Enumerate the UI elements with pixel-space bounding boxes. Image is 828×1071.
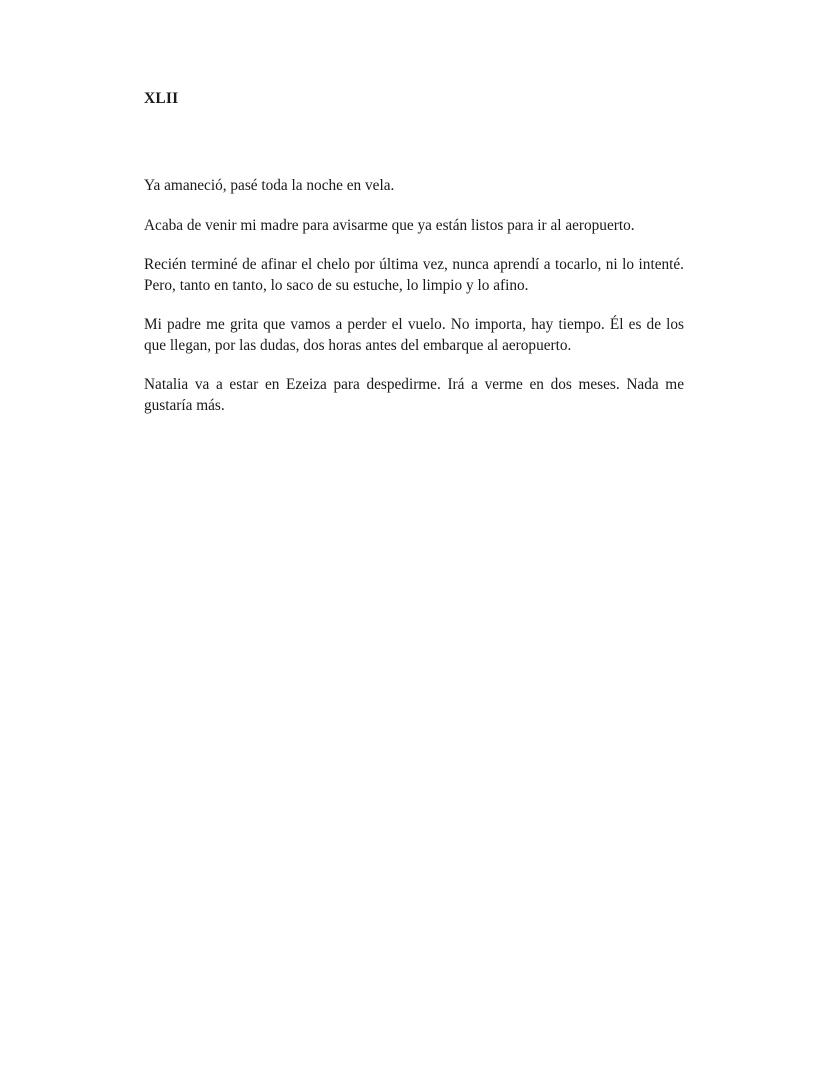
paragraph-4: Mi padre me grita que vamos a perder el vuelo. No importa, hay tiempo. Él es de los que llegan, por las dudas, dos horas antes del embarque al aeropuerto. [144, 316, 684, 354]
paragraph-1: Ya amaneció, pasé toda la noche en vela. [144, 177, 395, 194]
paragraph-2: Acaba de venir mi madre para avisarme que ya están listos para ir al aeropuerto. [144, 216, 635, 234]
document-body [144, 88, 684, 435]
paragraph-5: Natalia va a estar en Ezeiza para despedirme. Irá a verme en dos meses. Nada me gustaría más. [144, 376, 684, 414]
chapter-heading: XLII [144, 90, 179, 107]
paragraph-3: Recién terminé de afinar el chelo por última vez, nunca aprendí a tocarlo, ni lo intenté. Pero, tanto en tanto, lo saco de su estuche, lo limpio y lo afino. [144, 256, 684, 294]
